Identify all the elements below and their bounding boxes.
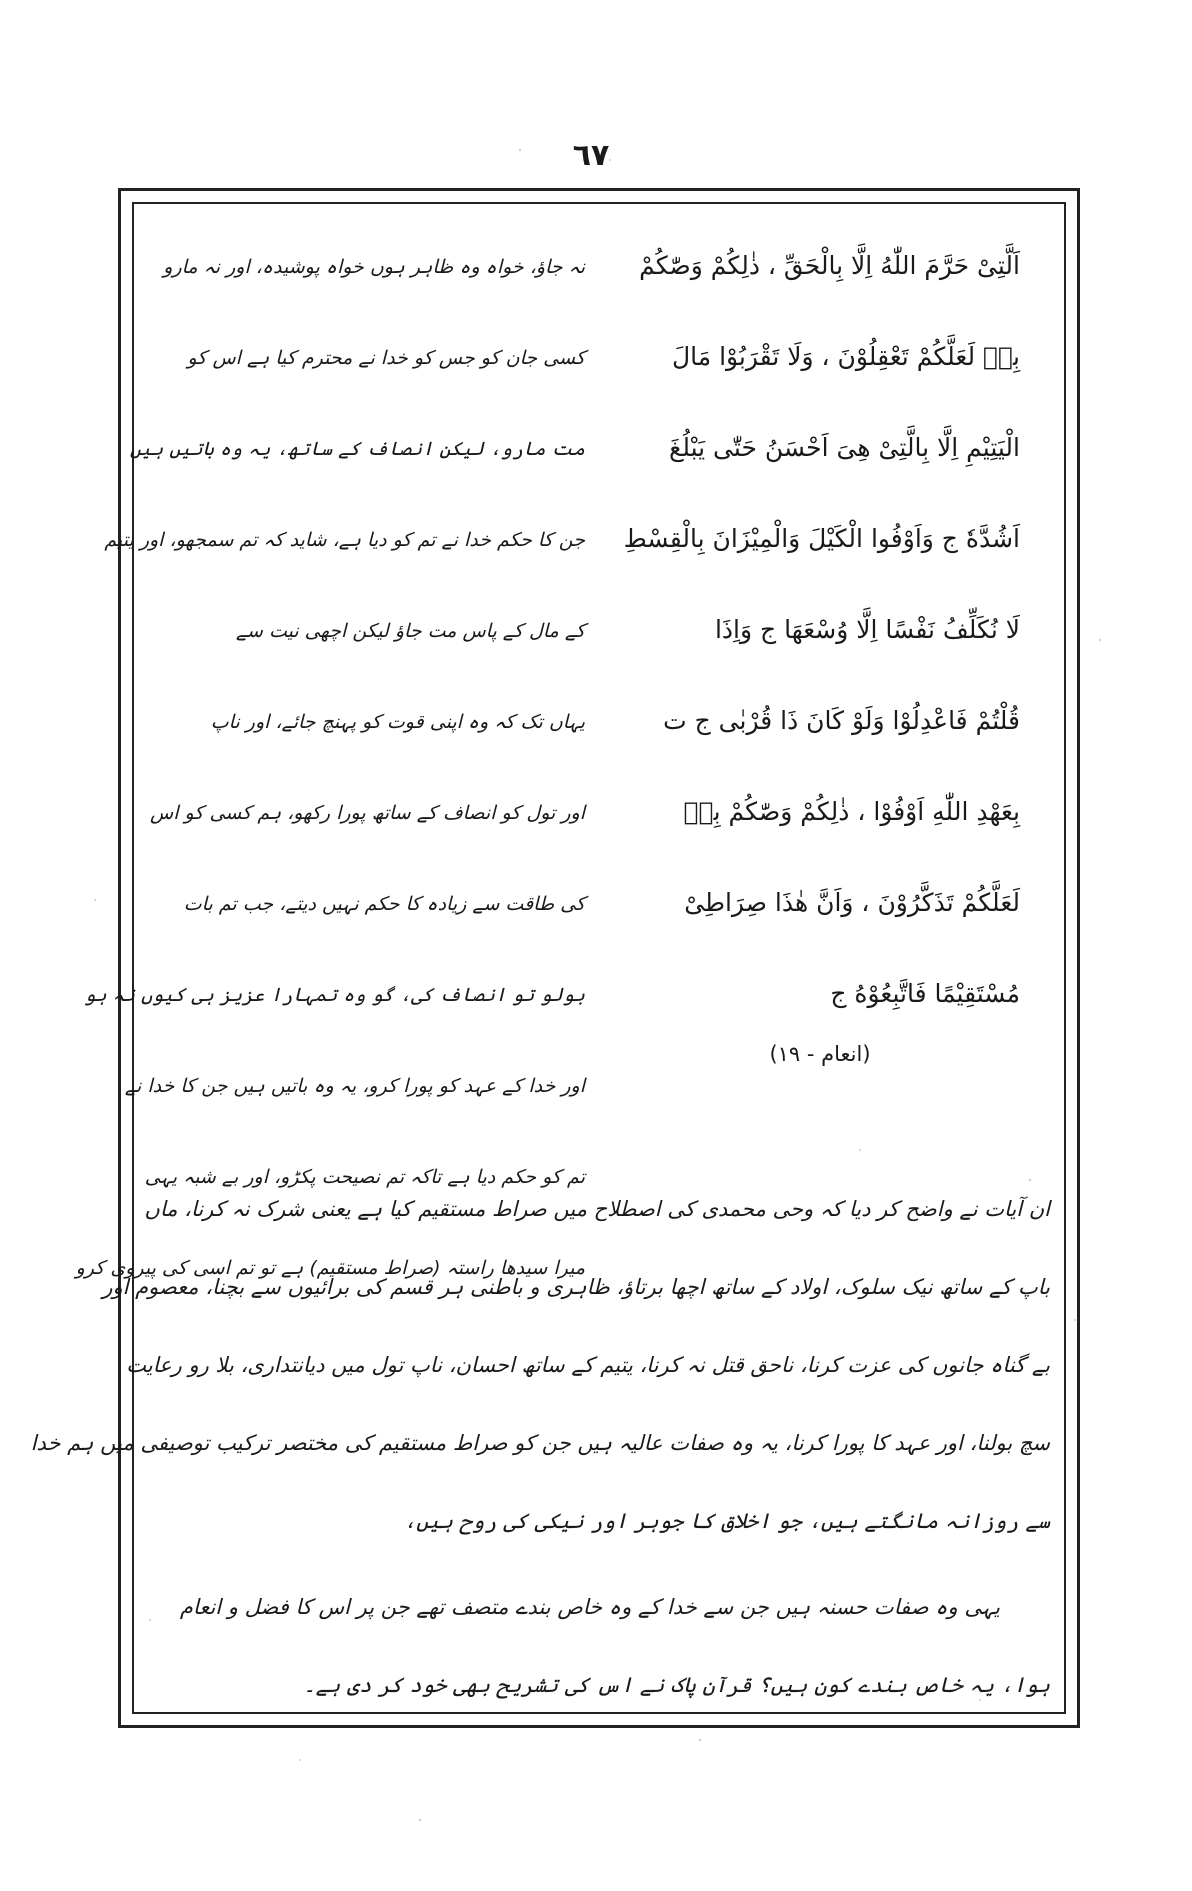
arabic-verse-line: بِعَهْدِ اللّٰهِ اَوْفُوْا ، ذٰلِكُمْ وَصّٰكُمْ بِهٖ [683, 797, 1020, 826]
urdu-translation-line: جن کا حکم خدا نے تم کو دیا ہے، شاید کہ تم سمجھو، اور یتیم [104, 529, 585, 551]
commentary-paragraph-two [145, 1568, 1050, 1724]
arabic-verse-line: اَشُدَّهٗ ج وَاَوْفُوا الْكَیْلَ وَالْمِیْزَانَ بِالْقِسْطِ [623, 524, 1020, 553]
surah-citation: (انعام - ١٩) [769, 1042, 871, 1066]
arabic-verse-line: بِهٖ لَعَلَّكُمْ تَعْقِلُوْنَ ، وَلَا تَقْرَبُوْا مَالَ [671, 342, 1020, 371]
commentary-line: بے گناہ جانوں کی عزت کرنا، ناحق قتل نہ کرنا، یتیم کے ساتھ احسان، ناپ تول میں دیانتداری، بلا رو رعایت [126, 1353, 1050, 1377]
commentary-line: باپ کے ساتھ نیک سلوک، اولاد کے ساتھ اچھا برتاؤ، ظاہری و باطنی ہر قسم کی برائیوں سے بچنا، معصوم اور [102, 1275, 1050, 1299]
urdu-translation-line: نہ جاؤ، خواہ وہ ظاہر ہوں خواہ پوشیدہ، اور نہ مارو [163, 256, 585, 278]
urdu-translation-line: کے مال کے پاس مت جاؤ لیکن اچھی نیت سے [235, 620, 585, 642]
urdu-translation-line: کسی جان کو جس کو خدا نے محترم کیا ہے اس کو [187, 347, 585, 369]
urdu-translation-line: بولو تو انصاف کی، گو وہ تمہارا عزیز ہی کیوں نہ ہو [84, 984, 585, 1006]
page-number: ٦٧ [572, 138, 610, 173]
arabic-verse-line: قُلْتُمْ فَاعْدِلُوْا وَلَوْ كَانَ ذَا قُرْبٰی ج ت [663, 706, 1020, 735]
urdu-translation-line: یہاں تک کہ وہ اپنی قوت کو پہنچ جائے، اور ناپ [210, 711, 585, 733]
commentary-line: سے روزانہ مانگتے ہیں، جو اخلاق کا جوہر اور نیکی کی روح ہیں، [403, 1509, 1050, 1533]
urdu-translation-line: اور خدا کے عہد کو پورا کرو، یہ وہ باتیں ہیں جن کا خدا نے [124, 1075, 585, 1097]
commentary-line: ان آیات نے واضح کر دیا کہ وحی محمدی کی اصطلاح میں صراط مستقیم کیا ہے یعنی شرک نہ کرنا، ماں [144, 1197, 1050, 1221]
urdu-translation-line: مت مارو، لیکن انصاف کے ساتھ، یہ وہ باتیں ہیں [129, 438, 585, 460]
urdu-translation-line: کی طاقت سے زیادہ کا حکم نہیں دیتے، جب تم بات [183, 893, 585, 915]
commentary-line: ہوا، یہ خاص بندے کون ہیں؟ قرآن پاک نے اس کی تشریح بھی خود کر دی ہے۔ [303, 1673, 1050, 1697]
urdu-translation-line: تم کو حکم دیا ہے تاکہ تم نصیحت پکڑو، اور بے شبہ یہی [144, 1166, 585, 1188]
commentary-paragraph-one [30, 1170, 1050, 1560]
urdu-translation-line: اور تول کو انصاف کے ساتھ پورا رکھو، ہم کسی کو اس [150, 802, 585, 824]
arabic-verse-column [600, 220, 1020, 1039]
arabic-verse-line: الْیَتِیْمِ اِلَّا بِالَّتِیْ هِیَ اَحْسَنُ حَتّٰی یَبْلُغَ [669, 433, 1020, 462]
arabic-verse-line: لَا نُكَلِّفُ نَفْسًا اِلَّا وُسْعَهَا ج وَاِذَا [714, 615, 1020, 644]
commentary-line: یہی وہ صفات حسنہ ہیں جن سے خدا کے وہ خاص بندے متصف تھے جن پر اس کا فضل و انعام [179, 1595, 1000, 1619]
arabic-verse-line: اَلَّتِیْ حَرَّمَ اللّٰهُ اِلَّا بِالْحَقِّ ، ذٰلِكُمْ وَصّٰكُمْ [639, 251, 1020, 280]
arabic-verse-line: مُسْتَقِیْمًا فَاتَّبِعُوْهُ ج [830, 979, 1020, 1008]
commentary-line: سچ بولنا، اور عہد کا پورا کرنا، یہ وہ صفات عالیہ ہیں جن کو صراط مستقیم کی مختصر ترکیب توصیفی میں ہم خدا [30, 1431, 1050, 1455]
arabic-verse-line: لَعَلَّكُمْ تَذَكَّرُوْنَ ، وَاَنَّ هٰذَا صِرَاطِیْ [684, 888, 1020, 917]
urdu-translation-line: میرا سیدھا راستہ (صراط مستقیم) ہے تو تم اسی کی پیروی کرو [75, 1257, 585, 1279]
